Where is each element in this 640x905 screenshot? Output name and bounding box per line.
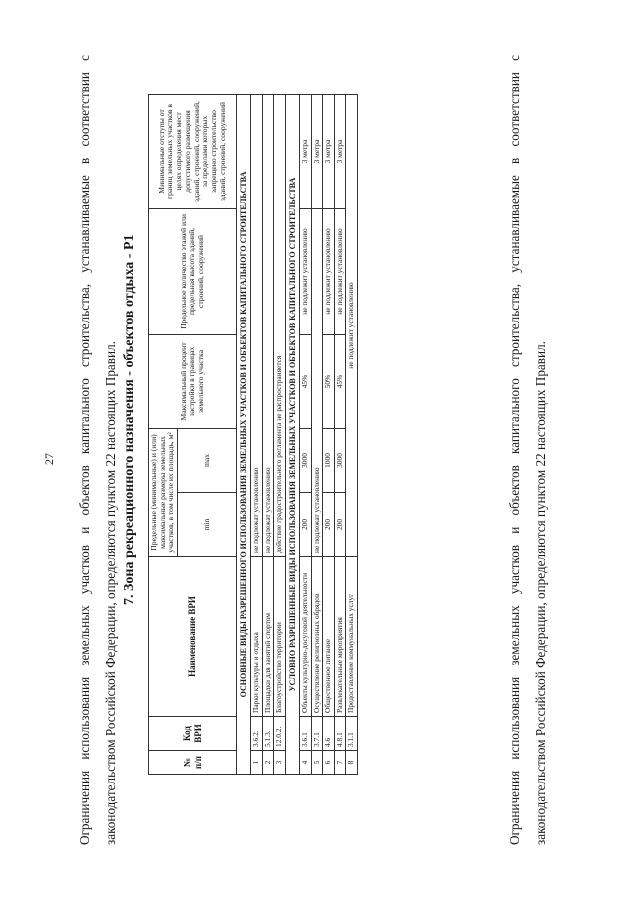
row-area-max: 1000 (323, 428, 335, 492)
row-code: 3.7.1 (311, 717, 323, 751)
row-area-min: 200 (334, 493, 346, 557)
row-note: не подлежат установлению (311, 208, 323, 556)
row-percent: 50% (323, 334, 335, 428)
zone-regulations-table (148, 94, 358, 775)
row-name: Предоставление коммунальных услуг (346, 557, 358, 717)
header-area: Предельные (минимальные) и (или) максимальные размеры земельных участков, в том числе их площадь, м² (149, 428, 178, 556)
row-code: 12.0.2. (274, 717, 286, 751)
row-num: 8 (346, 751, 358, 775)
header-name: Наименование ВРИ (149, 557, 237, 717)
header-num: № п/п (149, 751, 237, 775)
table-row (300, 94, 312, 774)
row-percent: 45% (334, 334, 346, 428)
table-row (323, 94, 335, 774)
row-name: Осуществление религиозных обрядов (311, 557, 323, 717)
group-conditional-title: УСЛОВНО РАЗРЕШЕННЫЕ ВИДЫ ИСПОЛЬЗОВАНИЯ ЗЕМЕЛЬНЫХ УЧАСТКОВ И ОБЪЕКТОВ КАПИТАЛЬНОГО СТРОИТЕЛЬСТВА (285, 94, 299, 774)
header-code: Код ВРИ (149, 717, 237, 751)
header-area-min: min (178, 493, 237, 557)
row-code: 3.6.1 (300, 717, 312, 751)
row-code: 4.6 (323, 717, 335, 751)
row-area-min: 200 (323, 493, 335, 557)
table-row (251, 94, 263, 774)
row-num: 1 (251, 751, 263, 775)
row-floors: не подлежит установлению (300, 208, 312, 334)
page-number: 27 (42, 453, 56, 465)
row-num: 2 (262, 751, 274, 775)
row-name: Парки культуры и отдыха (251, 557, 263, 717)
row-num: 4 (300, 751, 312, 775)
row-area-max: 3000 (300, 428, 312, 492)
row-area-max: 3000 (334, 428, 346, 492)
row-note: не подлежат установлению (251, 94, 263, 556)
row-num: 5 (311, 751, 323, 775)
header-area-max: max (178, 428, 237, 492)
row-name: Объекты культурно-досуговой деятельности (300, 557, 312, 717)
table-row (346, 94, 358, 774)
row-name: Развлекательные мероприятия (334, 557, 346, 717)
header-percent: Максимальный процент застройки в границах земельного участка (149, 334, 237, 428)
row-code: 3.6.2. (251, 717, 263, 751)
row-setback: 3 метра (300, 94, 312, 208)
row-setback: 3 метра (334, 94, 346, 208)
row-note: не подлежит установлению (346, 94, 358, 556)
table-row (311, 94, 323, 774)
section-title: 7. Зона рекреационного назначения - объектов отдыха - Р1 (122, 234, 137, 605)
row-floors: не подлежит установлению (334, 208, 346, 334)
row-name: Благоустройство территории (274, 557, 286, 717)
row-area-min: 200 (300, 493, 312, 557)
row-percent: 45% (300, 334, 312, 428)
row-note: не подлежат установлению (262, 94, 274, 556)
row-name: Площадки для занятий спортом (262, 557, 274, 717)
table-row (262, 94, 274, 774)
restrictions-paragraph-bottom: Ограничения использования земельных участков и объектов капитального строительства, устанавливаемые в соответствии с законодательством Российской Федерации, определяются пунктом 22 настоящих Правил. (507, 55, 548, 845)
row-num: 6 (323, 751, 335, 775)
row-num: 3 (274, 751, 286, 775)
row-note: действие градостроительного регламента не распространяется (274, 94, 286, 556)
table-row (334, 94, 346, 774)
header-setback: Минимальные отступы от границ земельных участков в целях определения мест допустимого размещения зданий, строений, сооружений, за пределами которых запрещено строительство зданий, строений, сооружений (149, 94, 237, 208)
group-main-title: ОСНОВНЫЕ ВИДЫ РАЗРЕШЕННОГО ИСПОЛЬЗОВАНИЯ ЗЕМЕЛЬНЫХ УЧАСТКОВ И ОБЪЕКТОВ КАПИТАЛЬНОГО СТРОИТЕЛЬСТВА (237, 94, 251, 774)
row-code: 4.8.1 (334, 717, 346, 751)
row-floors: не подлежит установлению (323, 208, 335, 334)
row-setback: 3 метра (311, 94, 323, 208)
row-code: 3.1.1 (346, 717, 358, 751)
row-num: 7 (334, 751, 346, 775)
header-floors: Предельное количество этажей или предельная высота зданий, строений, сооружений (149, 208, 237, 334)
row-code: 5.1.3. (262, 717, 274, 751)
table-row (274, 94, 286, 774)
row-setback: 3 метра (323, 94, 335, 208)
restrictions-paragraph-top: Ограничения использования земельных участков и объектов капитального строительства, устанавливаемые в соответствии с законодательством Российской Федерации, определяются пунктом 22 настоящих Правил. (77, 55, 118, 845)
row-name: Общественное питание (323, 557, 335, 717)
